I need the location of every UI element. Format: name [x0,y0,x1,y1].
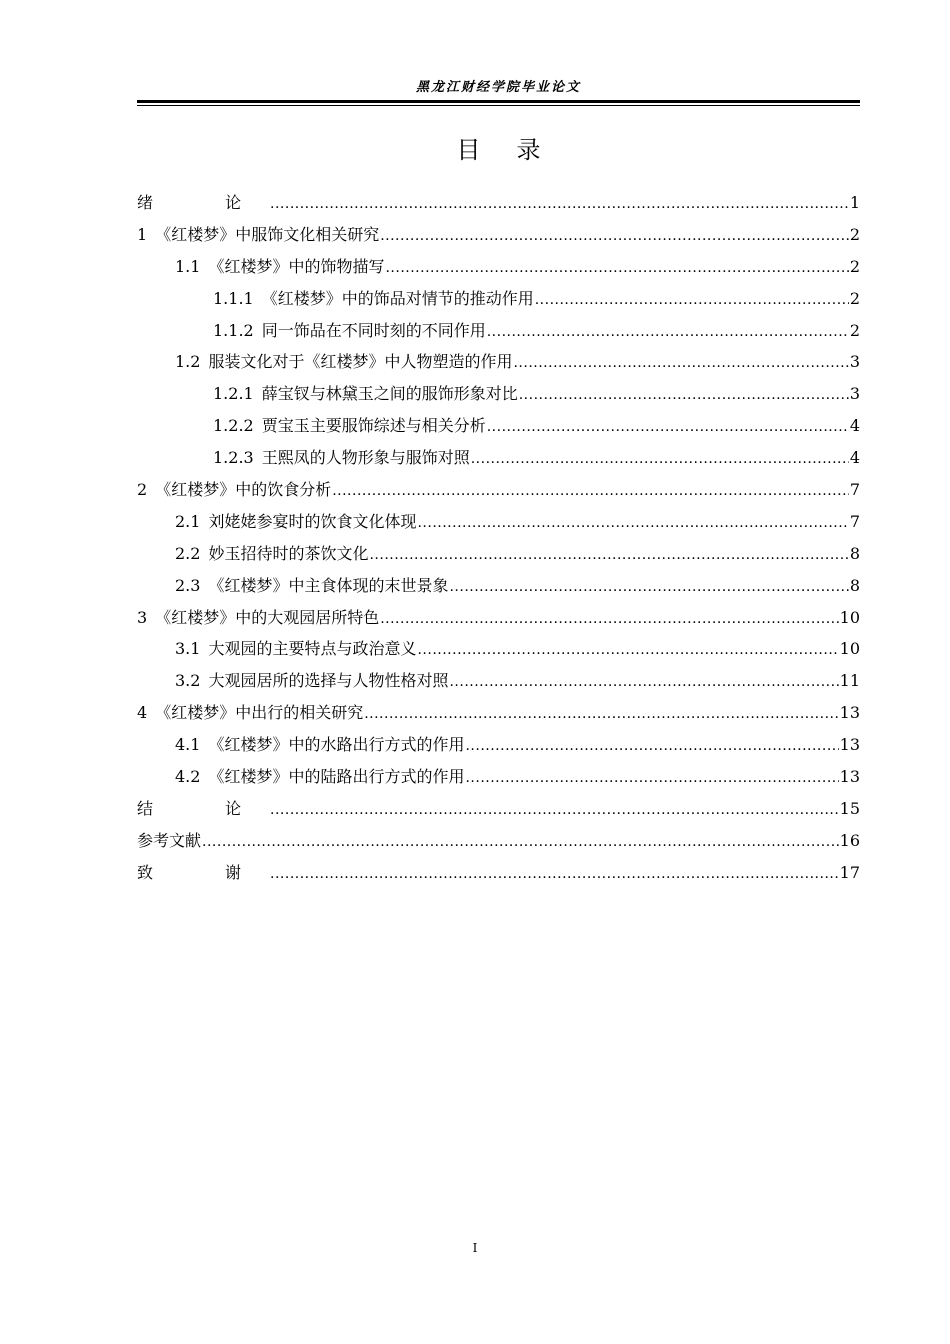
toc-entry-page: 11 [839,671,860,691]
toc-dot-leader [364,697,838,731]
toc-entry[interactable] [137,665,860,697]
toc-entry-label: 《红楼梦》中的饰品对情节的推动作用 [261,288,534,308]
header-rule-thick [137,100,860,103]
toc-entry-label: 贾宝玉主要服饰综述与相关分析 [261,416,486,436]
toc-entry-page: 2 [849,256,860,276]
toc-entry-number: 1.2 [175,352,201,372]
toc-dot-leader [449,570,848,604]
toc-entry-number: 4 [137,703,148,723]
toc-dot-leader [471,442,849,476]
toc-entry-page: 17 [839,862,860,882]
toc-dot-leader [270,857,839,891]
toc-title-part2: 录 [516,136,541,164]
toc-entry-page: 7 [849,480,860,500]
toc-entry[interactable] [137,857,860,889]
toc-entry-number: 1.2.3 [213,448,254,468]
toc-dot-leader [417,633,838,667]
toc-entry-label: 大观园居所的选择与人物性格对照 [208,671,449,691]
toc-entry-page: 3 [849,384,860,404]
toc-entry[interactable] [137,793,860,825]
toc-entry-label: 《红楼梦》中的陆路出行方式的作用 [208,767,465,787]
toc-entry-page: 8 [849,575,860,595]
toc-dot-leader [465,761,838,795]
toc-entry-number: 1.1.2 [213,320,254,340]
toc-entry-number: 3 [137,607,148,627]
toc-entry[interactable] [137,346,860,378]
toc-entry-label: 薛宝钗与林黛玉之间的服饰形象对比 [261,384,518,404]
toc-dot-leader [369,538,848,572]
toc-entry-page: 7 [849,511,860,531]
toc-entry-page: 10 [839,607,860,627]
toc-dot-leader [535,283,849,317]
toc-entry-label: 《红楼梦》中的水路出行方式的作用 [208,735,465,755]
toc-entry[interactable] [137,602,860,634]
toc-entry-label: 结 论 [137,798,270,818]
toc-entry[interactable] [137,187,860,219]
toc-dot-leader [519,378,849,412]
toc-entry-label: 致 谢 [137,862,270,882]
toc-entry-label: 《红楼梦》中的饮食分析 [155,480,332,500]
toc-entry-page: 8 [849,543,860,563]
toc-entry[interactable] [137,474,860,506]
toc-entry[interactable] [137,315,860,347]
toc-title [137,132,860,168]
toc-entry-label: 绪 论 [137,193,270,212]
toc-dot-leader [202,825,839,859]
table-of-contents [137,187,860,889]
toc-entry[interactable] [137,538,860,570]
toc-entry-number: 1.1.1 [213,288,254,308]
toc-entry-page: 2 [849,320,860,340]
toc-entry[interactable] [137,410,860,442]
toc-dot-leader [270,187,849,221]
toc-entry-page: 15 [839,798,860,818]
toc-entry-page: 3 [849,352,860,372]
toc-dot-leader [513,346,848,380]
toc-entry[interactable] [137,251,860,283]
toc-entry-label: 《红楼梦》中出行的相关研究 [155,703,364,723]
toc-entry-page: 1 [849,193,860,212]
toc-dot-leader [417,506,848,540]
toc-entry-number: 1.2.2 [213,416,254,436]
toc-entry-page: 16 [839,830,860,850]
toc-dot-leader [332,474,849,508]
toc-entry[interactable] [137,570,860,602]
toc-entry-number: 3.1 [175,639,201,659]
toc-entry[interactable] [137,761,860,793]
toc-dot-leader [465,729,838,763]
document-header-title: 黑龙江财经学院毕业论文 [415,80,581,95]
toc-entry[interactable] [137,442,860,474]
toc-entry-number: 2.2 [175,543,201,563]
toc-entry-page: 2 [849,224,860,244]
toc-entry-label: 大观园的主要特点与政治意义 [208,639,417,659]
toc-entry-label: 《红楼梦》中的饰物描写 [208,256,385,276]
toc-entry-number: 3.2 [175,671,201,691]
toc-entry-number: 4.2 [175,767,201,787]
toc-entry-number: 1.1 [175,256,201,276]
toc-entry-label: 《红楼梦》中的大观园居所特色 [155,607,380,627]
toc-entry-page: 4 [849,448,860,468]
toc-entry-number: 1 [137,224,148,244]
toc-dot-leader [270,793,839,827]
toc-entry-label: 参考文献 [137,830,202,850]
toc-entry-page: 13 [839,735,860,755]
toc-entry-page: 13 [839,767,860,787]
toc-entry-label: 王熙凤的人物形象与服饰对照 [261,448,470,468]
toc-entry-number: 2 [137,480,148,500]
toc-entry[interactable] [137,378,860,410]
toc-entry[interactable] [137,506,860,538]
toc-entry-label: 刘姥姥参宴时的饮食文化体现 [208,511,417,531]
toc-entry-page: 4 [849,416,860,436]
toc-entry[interactable] [137,633,860,665]
toc-entry-label: 同一饰品在不同时刻的不同作用 [261,320,486,340]
page-number: I [472,1241,478,1255]
toc-entry-number: 4.1 [175,735,201,755]
toc-dot-leader [487,315,849,349]
toc-entry-label: 服装文化对于《红楼梦》中人物塑造的作用 [208,352,513,372]
toc-entry-number: 2.1 [175,511,201,531]
toc-title-part1: 目 [456,136,481,164]
toc-entry-label: 《红楼梦》中主食体现的末世景象 [208,575,449,595]
toc-entry-page: 13 [839,703,860,723]
toc-entry-number: 2.3 [175,575,201,595]
toc-dot-leader [380,219,849,253]
toc-dot-leader [487,410,849,444]
toc-dot-leader [449,665,838,699]
toc-dot-leader [385,251,848,285]
toc-entry[interactable] [137,825,860,857]
toc-entry[interactable] [137,283,860,315]
header-rule-thin [137,105,860,106]
toc-entry[interactable] [137,219,860,251]
toc-entry-label: 妙玉招待时的茶饮文化 [208,543,369,563]
toc-entry-page: 10 [839,639,860,659]
toc-dot-leader [380,602,838,636]
toc-entry[interactable] [137,697,860,729]
toc-entry-number: 1.2.1 [213,384,254,404]
toc-entry[interactable] [137,729,860,761]
toc-entry-page: 2 [849,288,860,308]
toc-entry-label: 《红楼梦》中服饰文化相关研究 [155,224,380,244]
